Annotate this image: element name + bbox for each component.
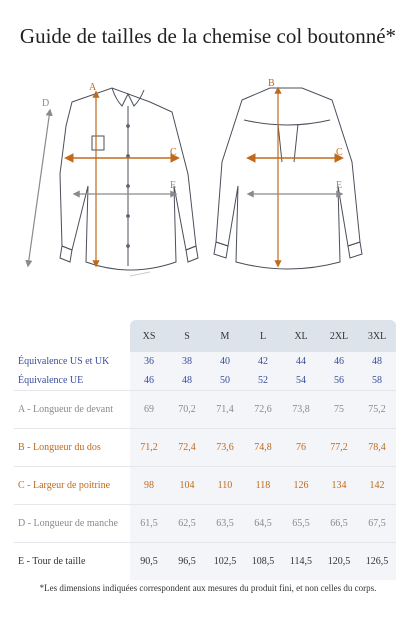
front-right-cuff [186,246,198,262]
size-header: 3XL [358,320,396,352]
table-cell: 52 [244,371,282,391]
table-cell: 90,5 [130,543,168,581]
page-title: Guide de tailles de la chemise col boutonné* [19,24,397,48]
measure-e-back-label: E [336,180,343,191]
table-cell: 77,2 [320,429,358,467]
table-cell: 78,4 [358,429,396,467]
table-row-d [14,505,396,543]
table-row-ue [14,371,396,391]
table-cell: 134 [320,467,358,505]
table-cell: 50 [206,371,244,391]
table-cell: 71,2 [130,429,168,467]
table-cell: 75 [320,391,358,429]
size-header: L [244,320,282,352]
table-cell: 70,2 [168,391,206,429]
front-shirt-collar [112,88,144,106]
table-cell: 46 [320,352,358,371]
table-cell: 46 [130,371,168,391]
row-label: C - Largeur de poitrine [14,467,130,505]
measure-e-front-label: E [170,180,177,191]
table-cell: 120,5 [320,543,358,581]
table-cell: 110 [206,467,244,505]
front-left-cuff [60,246,72,262]
table-cell: 118 [244,467,282,505]
row-label: Équivalence UE [18,375,84,386]
table-row-a [14,391,396,429]
table-cell: 67,5 [358,505,396,543]
measure-c-front-label: C [170,147,177,158]
shirt-diagram [0,66,416,306]
table-cell: 108,5 [244,543,282,581]
table-cell: 44 [282,352,320,371]
table-cell: 48 [358,352,396,371]
front-shirt [60,88,198,276]
table-cell: 64,5 [244,505,282,543]
table-cell: 73,8 [282,391,320,429]
table-cell: 102,5 [206,543,244,581]
table-cell: 142 [358,467,396,505]
table-cell: 36 [130,352,168,371]
size-header: XS [130,320,168,352]
size-header: 2XL [320,320,358,352]
back-right-cuff [348,242,362,258]
table-cell: 69 [130,391,168,429]
row-label: Équivalence US et UK [18,356,110,367]
table-row-c [14,467,396,505]
measure-b-label: B [268,78,275,89]
size-header: XL [282,320,320,352]
measure-a-label: A [89,82,97,93]
table-cell: 38 [168,352,206,371]
size-table [14,320,396,580]
table-cell: 71,4 [206,391,244,429]
measure-d-label: D [42,98,50,109]
back-shirt-yoke [244,120,330,125]
table-cell: 40 [206,352,244,371]
size-header: S [168,320,206,352]
measure-c-back-label: C [336,147,343,158]
table-cell: 126,5 [358,543,396,581]
row-label: A - Longueur de devant [14,391,130,429]
footnote: *Les dimensions indiquées correspondent aux mesures du produit fini, et non celles du corps. [39,583,377,593]
measure-d-line [28,110,50,266]
table-cell: 48 [168,371,206,391]
table-cell: 98 [130,467,168,505]
table-row-us-uk [14,352,396,371]
table-row-e [14,543,396,581]
table-cell: 72,6 [244,391,282,429]
table-cell: 63,5 [206,505,244,543]
table-cell: 72,4 [168,429,206,467]
size-header-row [14,320,396,352]
table-cell: 114,5 [282,543,320,581]
back-shirt [214,88,362,269]
table-cell: 65,5 [282,505,320,543]
table-cell: 56 [320,371,358,391]
table-cell: 73,6 [206,429,244,467]
row-label: D - Longueur de manche [14,505,130,543]
table-row-b [14,429,396,467]
table-cell: 54 [282,371,320,391]
table-cell: 62,5 [168,505,206,543]
table-cell: 75,2 [358,391,396,429]
table-cell: 104 [168,467,206,505]
table-cell: 58 [358,371,396,391]
table-cell: 76 [282,429,320,467]
back-shirt-body [216,88,360,269]
back-left-cuff [214,242,228,258]
table-cell: 126 [282,467,320,505]
table-cell: 74,8 [244,429,282,467]
row-label: B - Longueur du dos [14,429,130,467]
row-label: E - Tour de taille [14,543,130,581]
table-cell: 42 [244,352,282,371]
table-cell: 96,5 [168,543,206,581]
table-cell: 66,5 [320,505,358,543]
size-header: M [206,320,244,352]
table-cell: 61,5 [130,505,168,543]
